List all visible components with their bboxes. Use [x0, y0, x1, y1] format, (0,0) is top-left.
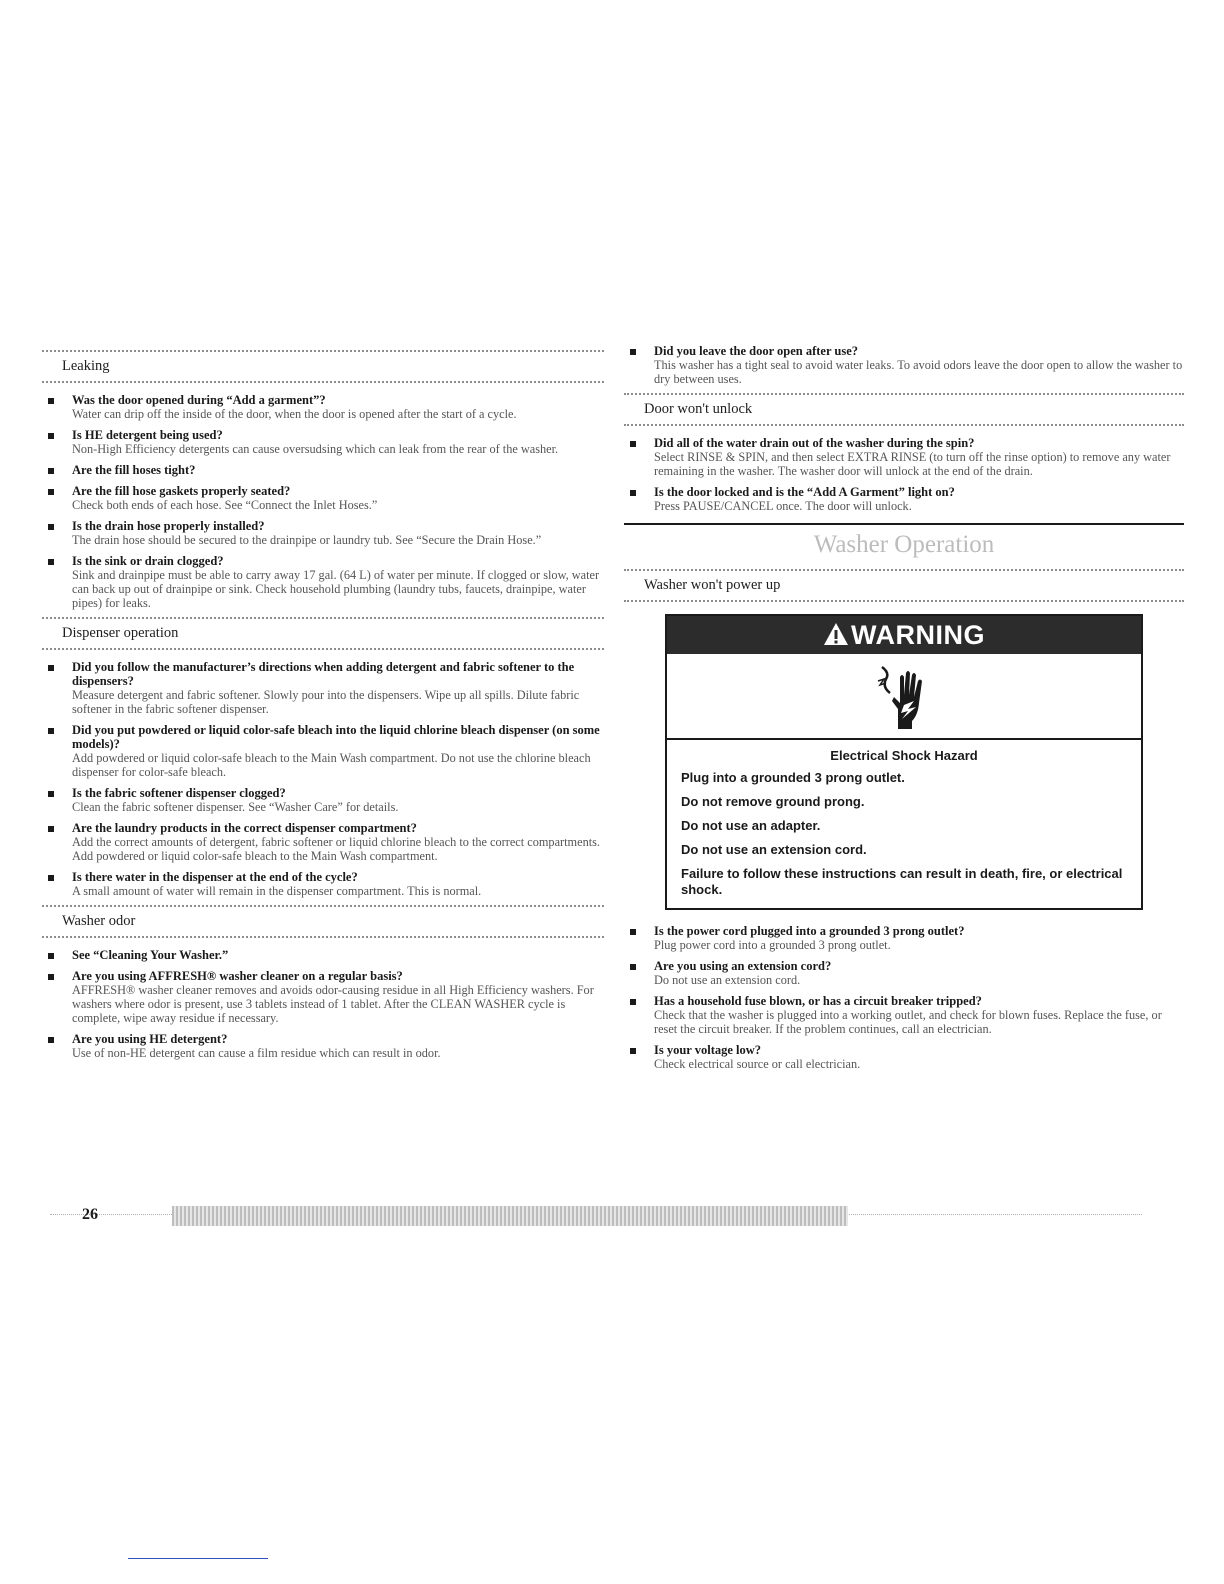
electric-shock-hand-icon [868, 659, 940, 733]
section-dispenser-operation [42, 617, 604, 898]
bullet-icon [48, 433, 54, 439]
list-item [624, 959, 1184, 987]
right-column [624, 344, 1184, 1078]
list-item [624, 924, 1184, 952]
list-item [624, 1043, 1184, 1071]
list-item [42, 393, 604, 421]
page-footer [42, 1204, 1142, 1228]
list-item [624, 436, 1184, 478]
bullet-icon [630, 1048, 636, 1054]
warning-instruction: Do not use an adapter. [681, 818, 821, 833]
section-heading: Leaking [42, 350, 604, 383]
question-list [42, 393, 604, 610]
bullet-icon [630, 929, 636, 935]
question: Is the drain hose properly installed? [72, 519, 265, 533]
question: Is HE detergent being used? [72, 428, 223, 442]
answer: This washer has a tight seal to avoid water leaks. To avoid odors leave the door open to allow the washer to dry between uses. [654, 358, 1183, 386]
answer: Use of non-HE detergent can cause a film residue which can result in odor. [72, 1046, 441, 1060]
question: Are you using an extension cord? [654, 959, 832, 973]
question: See “Cleaning Your Washer.” [72, 948, 229, 962]
warning-instruction: Failure to follow these instructions can result in death, fire, or electrical shock. [681, 866, 1123, 897]
section-leaking [42, 350, 604, 610]
list-item [42, 463, 604, 477]
question: Are you using HE detergent? [72, 1032, 228, 1046]
list-item [42, 870, 604, 898]
hazard-title: Electrical Shock Hazard [830, 748, 978, 763]
section-heading: Washer won't power up [624, 569, 1184, 602]
bullet-icon [630, 490, 636, 496]
bullet-icon [48, 665, 54, 671]
warning-triangle-icon [823, 622, 849, 646]
warning-instruction: Plug into a grounded 3 prong outlet. [681, 770, 905, 785]
section-heading: Door won't unlock [624, 393, 1184, 426]
section-door-wont-unlock [624, 393, 1184, 513]
list-item [42, 821, 604, 863]
answer: Clean the fabric softener dispenser. See “Washer Care” for details. [72, 800, 399, 814]
warning-label: WARNING [851, 620, 985, 650]
left-column [42, 344, 604, 1067]
section-heading: Dispenser operation [42, 617, 604, 650]
answer: AFFRESH® washer cleaner removes and avoids odor-causing residue in all High Efficiency washers. For washers where odor is present, use 3 tablets instead of 1 tablet. After the CLEAN WASHER cycle is complete, wipe away residue if necessary. [72, 983, 594, 1025]
answer: Check both ends of each hose. See “Connect the Inlet Hoses.” [72, 498, 378, 512]
answer: Check electrical source or call electrician. [654, 1057, 861, 1071]
answer: Do not use an extension cord. [654, 973, 801, 987]
warning-body [667, 740, 1141, 908]
answer: Select RINSE & SPIN, and then select EXTRA RINSE (to turn off the rinse option) to remove any water remaining in the washer. The washer door will unlock at the end of the drain. [654, 450, 1171, 478]
answer: A small amount of water will remain in the dispenser compartment. This is normal. [72, 884, 482, 898]
list-item [624, 994, 1184, 1036]
question: Is the sink or drain clogged? [72, 554, 224, 568]
bullet-icon [48, 791, 54, 797]
question-list [624, 924, 1184, 1071]
bullet-icon [48, 826, 54, 832]
question: Did you follow the manufacturer’s directions when adding detergent and fabric softener to the dispensers? [72, 660, 575, 688]
bullet-icon [630, 349, 636, 355]
question: Are the laundry products in the correct dispenser compartment? [72, 821, 417, 835]
list-item [624, 344, 1184, 386]
answer: Press PAUSE/CANCEL once. The door will unlock. [654, 499, 912, 513]
answer: Water can drip off the inside of the door, when the door is opened after the start of a cycle. [72, 407, 517, 421]
answer: Add the correct amounts of detergent, fabric softener or liquid chlorine bleach to the correct compartments. Add powdered or liquid color-safe bleach to the Main Wash compartment. [72, 835, 600, 863]
answer: Sink and drainpipe must be able to carry away 17 gal. (64 L) of water per minute. If clogged or slow, water can back up out of drainpipe or sink. Check household plumbing (laundry tubs, faucets, drainpipe, water pipes) for leaks. [72, 568, 600, 610]
list-item [42, 786, 604, 814]
list-item [42, 660, 604, 716]
question: Did all of the water drain out of the washer during the spin? [654, 436, 975, 450]
question-list [624, 436, 1184, 513]
bullet-icon [48, 974, 54, 980]
bullet-icon [48, 953, 54, 959]
answer: Add powdered or liquid color-safe bleach to the Main Wash compartment. Do not use the chlorine bleach dispenser for color-safe bleach. [72, 751, 591, 779]
list-item [624, 485, 1184, 513]
bullet-icon [630, 441, 636, 447]
bullet-icon [48, 524, 54, 530]
question: Did you leave the door open after use? [654, 344, 859, 358]
bullet-icon [48, 398, 54, 404]
bottom-divider [128, 1558, 268, 1559]
question: Is the fabric softener dispenser clogged? [72, 786, 286, 800]
list-item [42, 969, 604, 1025]
bullet-icon [48, 489, 54, 495]
question: Is there water in the dispenser at the end of the cycle? [72, 870, 358, 884]
question: Is the power cord plugged into a grounded 3 prong outlet? [654, 924, 965, 938]
question-list [624, 344, 1184, 386]
question: Are the fill hoses tight? [72, 463, 196, 477]
chapter-title: Washer Operation [624, 523, 1184, 563]
warning-instruction: Do not remove ground prong. [681, 794, 865, 809]
answer: Plug power cord into a grounded 3 prong outlet. [654, 938, 891, 952]
list-item [42, 428, 604, 456]
warning-instruction: Do not use an extension cord. [681, 842, 867, 857]
warning-pictogram [667, 654, 1141, 740]
question: Has a household fuse blown, or has a circuit breaker tripped? [654, 994, 982, 1008]
answer: Non-High Efficiency detergents can cause oversudsing which can leak from the rear of the washer. [72, 442, 559, 456]
question-list [42, 660, 604, 898]
section-washer-odor [42, 905, 604, 1060]
list-item [42, 554, 604, 610]
list-item [42, 519, 604, 547]
question: Is your voltage low? [654, 1043, 762, 1057]
section-heading: Washer odor [42, 905, 604, 938]
list-item [42, 1032, 604, 1060]
list-item [42, 723, 604, 779]
bullet-icon [48, 559, 54, 565]
section-washer-wont-power-up [624, 569, 1184, 1071]
footer-decorative-bar [172, 1206, 848, 1226]
page-number: 26 [82, 1206, 98, 1223]
list-item [42, 484, 604, 512]
bullet-icon [630, 999, 636, 1005]
list-item [42, 948, 604, 962]
warning-box [665, 614, 1143, 910]
bullet-icon [48, 468, 54, 474]
bullet-icon [48, 875, 54, 881]
bullet-icon [630, 964, 636, 970]
question: Did you put powdered or liquid color-safe bleach into the liquid chlorine bleach dispenser (on some models)? [72, 723, 600, 751]
question-list [42, 948, 604, 1060]
question: Was the door opened during “Add a garment”? [72, 393, 326, 407]
warning-header [667, 616, 1141, 654]
bullet-icon [48, 1037, 54, 1043]
answer: Measure detergent and fabric softener. Slowly pour into the dispensers. Wipe up all spills. Dilute fabric softener in the fabric softener dispenser. [72, 688, 580, 716]
answer: Check that the washer is plugged into a working outlet, and check for blown fuses. Replace the fuse, or reset the circuit breaker. If the problem continues, call an electrician. [654, 1008, 1162, 1036]
question: Are the fill hose gaskets properly seated? [72, 484, 291, 498]
answer: The drain hose should be secured to the drainpipe or laundry tub. See “Secure the Drain Hose.” [72, 533, 542, 547]
bullet-icon [48, 728, 54, 734]
question: Are you using AFFRESH® washer cleaner on a regular basis? [72, 969, 403, 983]
question: Is the door locked and is the “Add A Garment” light on? [654, 485, 955, 499]
